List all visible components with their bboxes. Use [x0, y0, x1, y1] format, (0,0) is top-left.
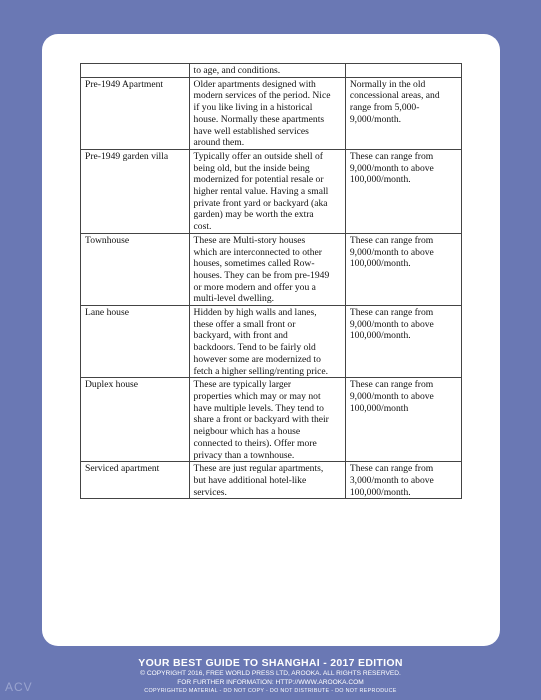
corner-watermark: ACV	[5, 680, 33, 694]
housing-type-cell: Pre-1949 garden villa	[81, 149, 190, 233]
footer-title: YOUR BEST GUIDE TO SHANGHAI - 2017 EDITION	[138, 657, 403, 669]
price-cell: These can range from 9,000/month to above 100,000/month	[345, 378, 461, 462]
price-cell: These can range from 9,000/month to above 100,000/month.	[345, 233, 461, 305]
price-cell	[345, 64, 461, 78]
description-cell: These are just regular apartments, but have additional hotel-like services.	[189, 462, 345, 499]
table-row	[81, 233, 462, 305]
price-cell: These can range from 9,000/month to above 100,000/month.	[345, 149, 461, 233]
footer-copyright: © COPYRIGHT 2016, FREE WORLD PRESS LTD, AROOKA. ALL RIGHTS RESERVED.	[140, 670, 401, 677]
housing-types-table	[80, 63, 462, 499]
housing-type-cell: Serviced apartment	[81, 462, 190, 499]
description-cell: These are typically larger properties which may or may not have multiple levels. They tend to share a front or backyard with their neigbour which has a house connected to theirs). Offer more privacy than a townhouse.	[189, 378, 345, 462]
housing-type-cell: Townhouse	[81, 233, 190, 305]
table-row	[81, 64, 462, 78]
description-cell: Hidden by high walls and lanes, these offer a small front or backyard, with front and backdoors. Tend to be fairly old however some are modernized to fetch a higher selling/renting price.	[189, 306, 345, 378]
description-cell: Typically offer an outside shell of being old, but the inside being modernized for potential resale or higher rental value. Having a small private front yard or backyard (aka garden) may be worth the extra cost.	[189, 149, 345, 233]
description-cell: to age, and conditions.	[189, 64, 345, 78]
page-sheet	[42, 34, 500, 646]
price-cell: These can range from 9,000/month to above 100,000/month.	[345, 306, 461, 378]
table-row	[81, 77, 462, 149]
description-cell: These are Multi-story houses which are interconnected to other houses, sometimes called Row- houses. They can be from pre-1949 or more modern and offer you a multi-level dwelling.	[189, 233, 345, 305]
housing-type-cell: Lane house	[81, 306, 190, 378]
footer-warning: COPYRIGHTED MATERIAL - DO NOT COPY - DO NOT DISTRIBUTE - DO NOT REPRODUCE	[144, 688, 397, 694]
housing-type-cell	[81, 64, 190, 78]
table-row	[81, 306, 462, 378]
table-row	[81, 378, 462, 462]
footer-info-link: FOR FURTHER INFORMATION: HTTP://WWW.AROOKA.COM	[177, 679, 364, 686]
price-cell: Normally in the old concessional areas, and range from 5,000- 9,000/month.	[345, 77, 461, 149]
housing-type-cell: Pre-1949 Apartment	[81, 77, 190, 149]
table-row	[81, 149, 462, 233]
price-cell: These can range from 3,000/month to above 100,000/month.	[345, 462, 461, 499]
housing-type-cell: Duplex house	[81, 378, 190, 462]
table-row	[81, 462, 462, 499]
description-cell: Older apartments designed with modern services of the period. Nice if you like living in a historical house. Normally these apartments have well established services around them.	[189, 77, 345, 149]
